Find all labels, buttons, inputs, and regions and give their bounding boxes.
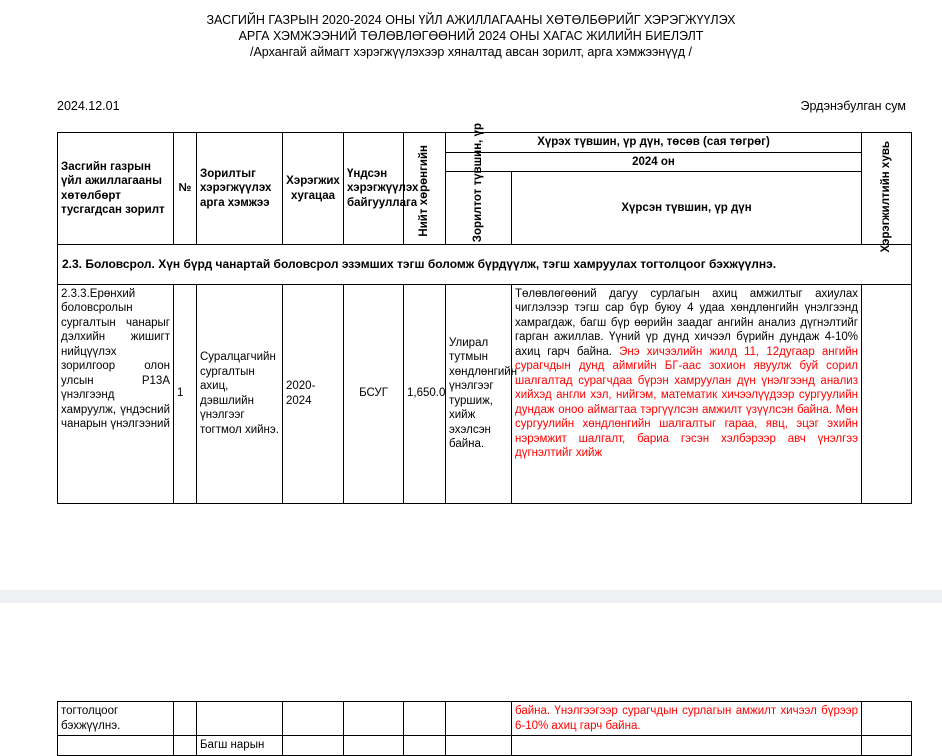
row-completion <box>862 284 912 503</box>
header-organization: Үндсэн хэрэгжүүлэх байгууллага <box>344 133 404 245</box>
row-number: 1 <box>174 284 197 503</box>
report-table <box>57 122 912 504</box>
document-page-2 <box>0 603 942 751</box>
header-period: Хэрэгжих хугацаа <box>283 133 344 245</box>
header-target-cell <box>446 122 512 245</box>
report-title-line-1: ЗАСГИЙН ГАЗРЫН 2020-2024 ОНЫ ҮЙЛ АЖИЛЛАГААНЫ ХӨТӨЛБӨРИЙГ ХЭРЭГЖҮҮЛЭХ <box>206 13 736 27</box>
cont-organization <box>344 702 404 736</box>
next-number <box>174 736 197 756</box>
header-year: 2024 он <box>446 152 862 172</box>
cont-goal: тогтолцоог бэхжүүлнэ. <box>58 702 174 736</box>
report-title-line-2: АРГА ХЭМЖЭЭНИЙ ТӨЛӨВЛӨГӨӨНИЙ 2024 ОНЫ ХАГАС ЖИЛИЙН БИЕЛЭЛТ <box>238 29 704 43</box>
next-achieved <box>512 736 862 756</box>
next-goal <box>58 736 174 756</box>
report-location: Эрдэнэбулган сум <box>800 99 906 113</box>
header-group-title: Хүрэх түвшин, үр дүн, төсөв (сая төгрөг) <box>446 133 862 153</box>
header-achieved: Хүрсэн түвшин, үр дүн <box>512 172 862 245</box>
header-completion: Хэрэгжилтийн хувь <box>880 140 893 253</box>
report-subtitle: /Архангай аймагт хэрэгжүүлэхээр хяналтад авсан зорилт, арга хэмжээнүүд / <box>249 45 692 59</box>
header-completion-cell <box>862 133 912 253</box>
row-achieved-black: Төлөвлөгөөний дагуу сурлагын ахиц амжилтыг ахиулах чиглэлээр тэгш сар бүр буюу 4 удаа хөндлөнгийн үнэлгээнд хамрагдаж, багш бүр өөрийн заадаг ангийн анализ дүгнэлтийг гарган ажиллав. Үүний үр дүнд хичээл бүрийн дундаж 4-10% ахиц гарч байна. <box>515 287 858 358</box>
header-goal: Засгийн газрын үйл ажиллагааны хөтөлбөрт тусгагдсан зорилт <box>58 133 174 245</box>
cont-achieved: байна. Үнэлгээгээр сурагчдын сурлагын амжилт хичээл бүрээр 6-10% ахиц гарч байна. <box>512 702 862 736</box>
header-measure: Зорилтыг хэрэгжүүлэх арга хэмжээ <box>197 133 283 245</box>
row-goal: 2.3.3.Ерөнхий боловсролын сургалтын чанарыг дэлхийн жишигт нийцүүлэх зорилгоор олон улсын P13A үнэлгээнд хамруулж, үндэсний чанарын үнэлгээний <box>61 287 170 430</box>
header-number: № <box>174 133 197 245</box>
page-separator <box>0 590 942 603</box>
cont-completion <box>862 702 912 736</box>
row-achieved-red: Энэ хичээлийн жилд 11, 12дугаар ангийн сурагчдын дунд аймгийн БГ-аас зохион явуулж буй сорил шалгалтад сурагчдаа бүрэн хамруулан дүн үнэлгээнд анализ хийхэд англи хэл, нийгэм, математик хичээлүүдээр сургуулийн дундаж оноо аймагтаа тэргүүлсэн амжилт үзүүлсэн байна. Мөн сургуулийн хөндлөнгийн шалгалтыг гараа, явц, эцэг эхийн нэрэмжит шалгалт, бариа гэсэн хэлбэрээр авч үнэлгээ дүгнэлтийг хийж <box>515 345 859 459</box>
row-achieved <box>515 287 858 501</box>
row-budget: 1,650.0 <box>404 284 446 503</box>
cont-period <box>283 702 344 736</box>
cont-budget <box>404 702 446 736</box>
section-row: 2.3. Боловсрол. Хүн бүрд чанартай боловсрол эзэмших тэгш боломж бүрдүүлж, тэгш хамруулах тогтолцоог бэхжүүлнэ. <box>58 245 912 285</box>
row-period: 2020-2024 <box>283 284 344 503</box>
row-achieved-cell <box>512 284 862 503</box>
row-organization: БСУГ <box>344 284 404 503</box>
next-measure: Багш нарын <box>197 736 283 756</box>
next-organization <box>344 736 404 756</box>
report-table-continued <box>57 701 912 756</box>
row-goal-cell <box>58 284 174 503</box>
cont-number <box>174 702 197 736</box>
header-total-budget: Нийт хөрөнгийн <box>418 144 431 237</box>
next-period <box>283 736 344 756</box>
row-measure: Суралцагчийн сургалтын ахиц, дэвшлийн үнэлгээг тогтмол хийнэ. <box>197 284 283 503</box>
next-budget <box>404 736 446 756</box>
header-target: Зорилтот түвшин, үр <box>472 122 485 242</box>
row-target: Улирал тутмын хөндлөнгийн үнэлгээг туршиж, хийж эхэлсэн байна. <box>446 284 512 503</box>
next-target <box>446 736 512 756</box>
report-date: 2024.12.01 <box>57 99 120 113</box>
next-completion <box>862 736 912 756</box>
cont-measure <box>197 702 283 736</box>
cont-target <box>446 702 512 736</box>
